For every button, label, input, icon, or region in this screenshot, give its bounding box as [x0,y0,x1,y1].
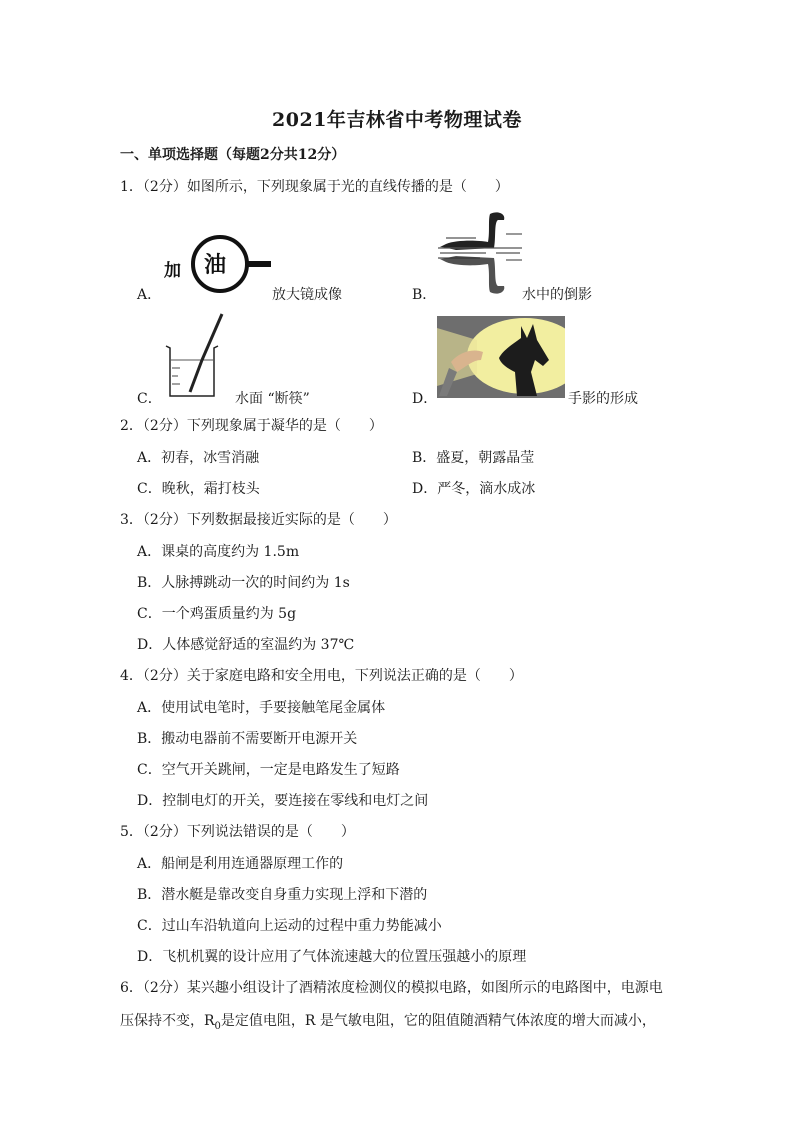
q3-option-d[interactable]: D．人体感觉舒适的室温约为 37℃ [137,637,355,653]
q6-subscript: 0 [214,1020,221,1032]
q3-option-a[interactable]: A．课桌的高度约为 1.5m [137,544,300,560]
q1-option-a-letter[interactable]: A． [137,287,162,303]
hand-shadow-figure [437,316,565,398]
reflection-figure [436,208,524,296]
question-4-stem: 4．（2分）关于家庭电路和安全用电，下列说法正确的是（ ） [120,668,523,684]
q4-option-c[interactable]: C．空气开关跳闸，一定是电路发生了短路 [137,762,400,778]
q1-option-d-letter[interactable]: D． [412,391,438,407]
q2-option-b[interactable]: B．盛夏，朝露晶莹 [412,450,535,466]
page-title: 2021年吉林省中考物理试卷 [272,109,522,131]
q4-option-d[interactable]: D．控制电灯的开关，要连接在零线和电灯之间 [137,793,429,809]
question-6-stem: 6．（2分）某兴趣小组设计了酒精浓度检测仪的模拟电路，如图所示的电路图中，电源电 [120,980,663,996]
q2-option-d[interactable]: D．严冬，滴水成冰 [412,481,536,497]
q5-option-b[interactable]: B．潜水艇是靠改变自身重力实现上浮和下潜的 [137,887,428,903]
beaker-chopstick-figure [162,312,230,400]
q3-option-c[interactable]: C．一个鸡蛋质量约为 5g [137,606,297,622]
q6-text-pre: 压保持不变，R [120,1013,215,1029]
q4-option-b[interactable]: B．搬动电器前不需要断开电源开关 [137,731,358,747]
q1-option-d-text: 手影的形成 [568,391,638,407]
q3-option-b[interactable]: B．人脉搏跳动一次的时间约为 1s [137,575,350,591]
magnifier-figure [160,232,275,294]
question-3-stem: 3．（2分）下列数据最接近实际的是（ ） [120,512,397,528]
figure-text-jia: 加 [164,261,181,281]
question-1-stem: 1．（2分）如图所示，下列现象属于光的直线传播的是（ ） [120,179,509,195]
question-2-stem: 2．（2分）下列现象属于凝华的是（ ） [120,418,383,434]
figure-text-you: 油 [204,252,227,278]
q5-option-a[interactable]: A．船闸是利用连通器原理工作的 [137,856,344,872]
question-5-stem: 5．（2分）下列说法错误的是（ ） [120,824,355,840]
q5-option-d[interactable]: D．飞机机翼的设计应用了气体流速越大的位置压强越小的原理 [137,949,527,965]
q1-option-c-letter[interactable]: C． [137,391,162,407]
q1-option-c-text: 水面 “断筷” [235,391,310,407]
q1-option-b-letter[interactable]: B． [412,287,437,303]
q2-option-a[interactable]: A．初春，冰雪消融 [137,450,260,466]
q2-option-c[interactable]: C．晚秋，霜打枝头 [137,481,260,497]
q1-option-a-text: 放大镜成像 [272,287,342,303]
q4-option-a[interactable]: A．使用试电笔时，手要接触笔尾金属体 [137,700,386,716]
section-heading: 一、单项选择题（每题2分共12分） [120,147,346,163]
q1-option-b-text: 水中的倒影 [522,287,592,303]
q6-text-post: 是定值电阻，R 是气敏电阻，它的阻值随酒精气体浓度的增大而减小， [220,1013,656,1029]
q5-option-c[interactable]: C．过山车沿轨道向上运动的过程中重力势能减小 [137,918,442,934]
question-6-continuation [120,1010,656,1032]
